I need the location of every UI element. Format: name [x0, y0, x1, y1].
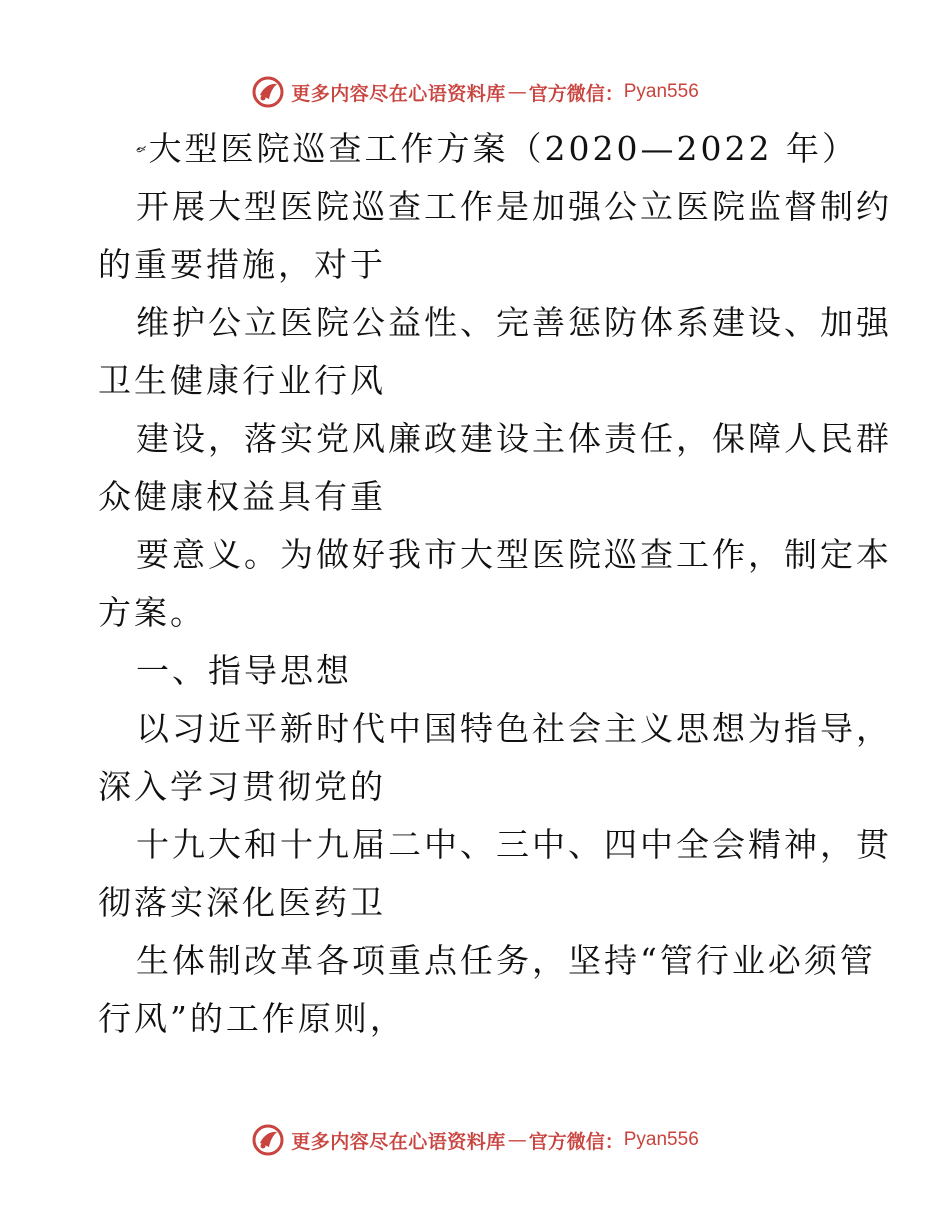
paragraph-line: 以习近平新时代中国特色社会主义思想为指导， [136, 709, 892, 748]
paragraph-line: 的重要措施，对于 [98, 245, 386, 284]
paragraph-line: 要意义。为做好我市大型医院巡查工作，制定本 [136, 535, 892, 574]
watermark-brand: 更多内容尽在心语资料库 [291, 82, 506, 105]
bullet-ornament-icon [136, 134, 147, 164]
watermark-brand: 更多内容尽在心语资料库 [291, 1130, 506, 1153]
watermark-wechat-label: 官方微信： [528, 82, 624, 105]
document-body [98, 120, 892, 1048]
paragraph-line: 开展大型医院巡查工作是加强公立医院监督制约 [136, 187, 892, 226]
paragraph-line: 方案。 [98, 593, 206, 632]
paragraph-line: 维护公立医院公益性、完善惩防体系建设、加强 [136, 303, 892, 342]
paragraph-line: 生体制改革各项重点任务，坚持“管行业必须管 [136, 941, 876, 980]
paragraph-line: 深入学习贯彻党的 [98, 767, 386, 806]
watermark-separator: — [507, 81, 527, 103]
paragraph-line: 行风”的工作原则， [98, 999, 406, 1038]
watermark-wechat-label: 官方微信： [528, 1130, 624, 1153]
watermark-wechat-id: Pyan556 [623, 81, 699, 102]
footer-watermark [0, 1120, 950, 1160]
brand-logo-icon [251, 75, 285, 109]
paragraph-line: 卫生健康行业行风 [98, 361, 386, 400]
paragraph-line: 建设，落实党风廉政建设主体责任，保障人民群 [136, 419, 892, 458]
watermark-separator: — [507, 1129, 527, 1151]
paragraph-line: 十九大和十九届二中、三中、四中全会精神，贯 [136, 825, 892, 864]
document-title: 大型医院巡查工作方案（2020—2022 年） [148, 129, 858, 168]
document-title-row [98, 120, 858, 178]
section-heading: 一、指导思想 [136, 651, 352, 690]
brand-logo-icon [251, 1123, 285, 1157]
watermark-wechat-id: Pyan556 [623, 1129, 699, 1150]
paragraph-line: 彻落实深化医药卫 [98, 883, 386, 922]
paragraph-line: 众健康权益具有重 [98, 477, 386, 516]
header-watermark [0, 72, 950, 112]
